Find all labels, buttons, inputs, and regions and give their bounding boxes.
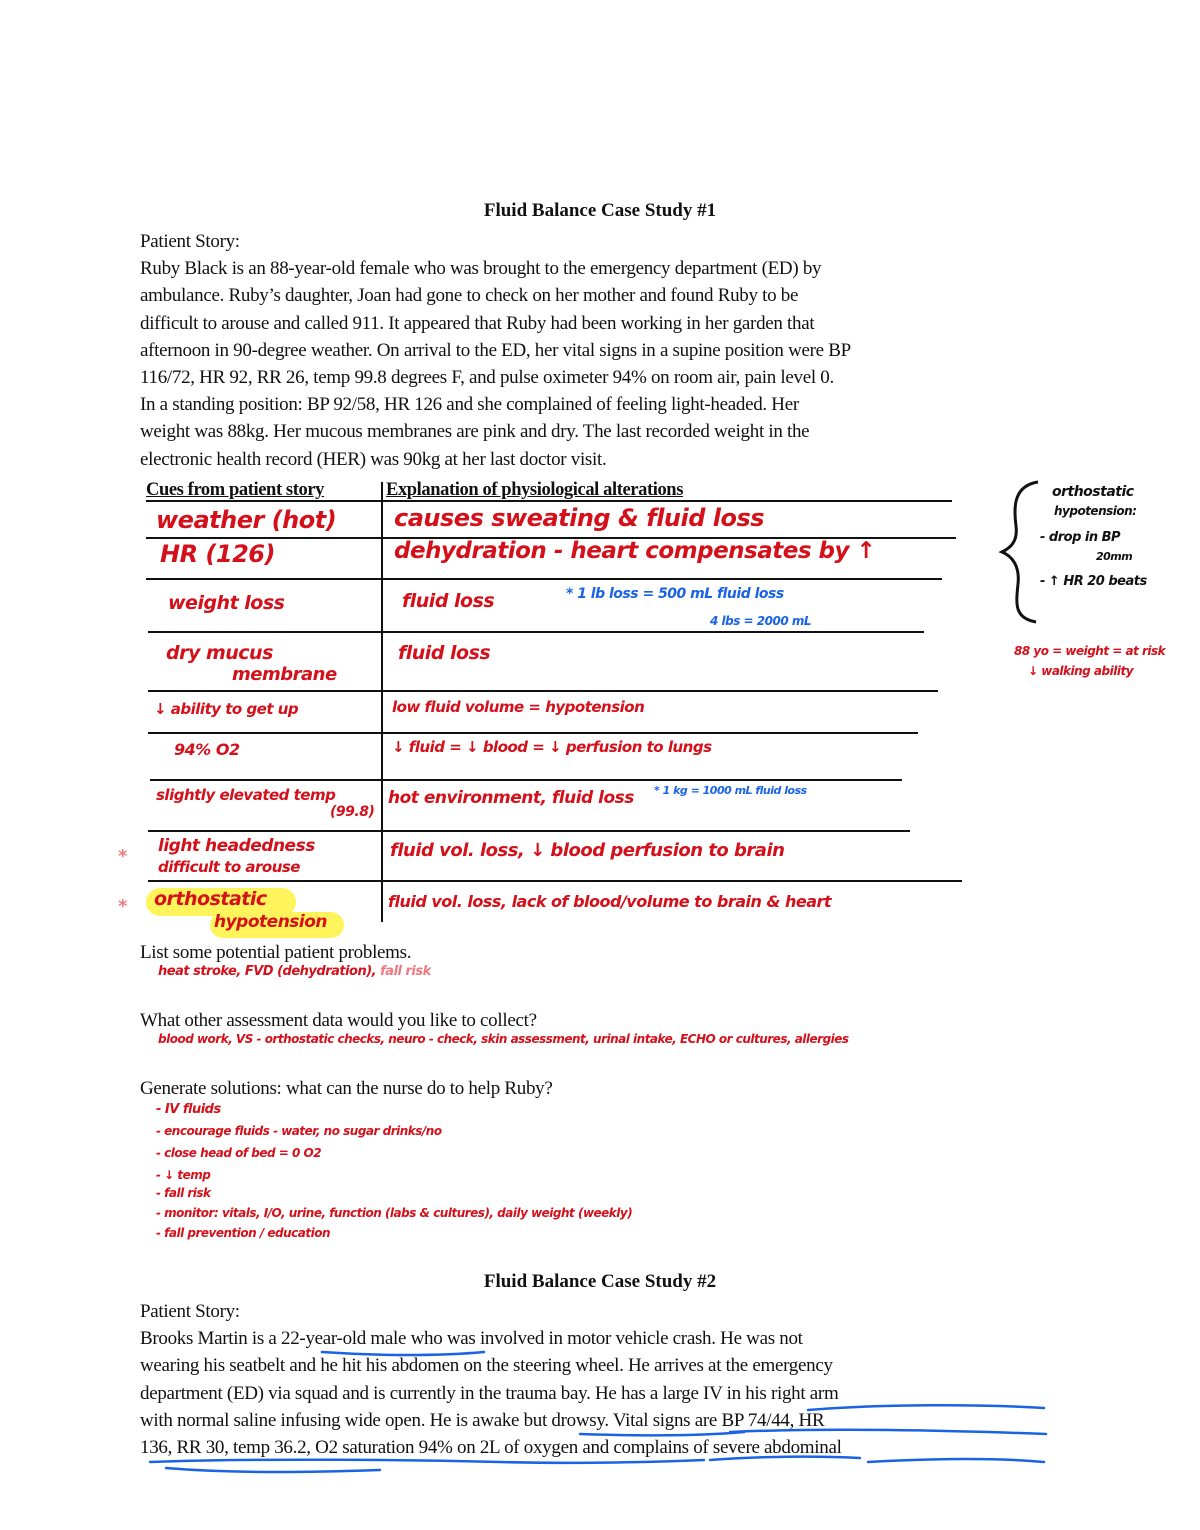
cue-cell: ↓ ability to get up — [154, 700, 299, 718]
table-column-divider — [381, 482, 383, 922]
margin-note: orthostatic — [1052, 484, 1134, 500]
question-solutions: Generate solutions: what can the nurse do to help Ruby? — [140, 1078, 553, 1099]
cue-cell: dry mucus — [166, 642, 273, 664]
answer-problems: heat stroke, FVD (dehydration), fall risk — [158, 964, 431, 979]
table-rule — [148, 631, 924, 633]
story-line: 116/72, HR 92, RR 26, temp 99.8 degrees F, and pulse oximeter 94% on room air, pain level 0. — [140, 367, 834, 389]
question-assessment: What other assessment data would you like to collect? — [140, 1010, 537, 1031]
explanation-cell: fluid vol. loss, ↓ blood perfusion to brain — [390, 840, 785, 861]
margin-note: hypotension: — [1054, 504, 1137, 518]
cue-cell: light headedness — [158, 836, 315, 856]
star-mark: * — [118, 846, 127, 867]
cue-cell: slightly elevated temp — [156, 786, 336, 804]
side-note: * 1 kg = 1000 mL fluid loss — [654, 784, 807, 797]
answer-assessment: blood work, VS - orthostatic checks, neuro - check, skin assessment, urinal intake, ECHO or cultures, allergies — [158, 1032, 849, 1046]
explanation-cell: fluid vol. loss, lack of blood/volume to brain & heart — [388, 892, 832, 911]
side-note: 4 lbs = 2000 mL — [710, 614, 812, 628]
star-mark: * — [118, 896, 127, 917]
story-label: Patient Story: — [140, 1301, 240, 1322]
explanation-cell: fluid loss — [398, 642, 491, 664]
explanation-cell: dehydration - heart compensates by ↑ — [394, 538, 876, 564]
question-problems: List some potential patient problems. — [140, 942, 412, 963]
cue-cell: 94% O2 — [174, 740, 240, 759]
margin-note: 20mm — [1096, 550, 1133, 563]
story-line: with normal saline infusing wide open. He is awake but drowsy. Vital signs are BP 74/44, HR — [140, 1409, 825, 1431]
cue-cell: HR (126) — [160, 540, 275, 568]
solution-item: - IV fluids — [156, 1102, 221, 1117]
cue-cell: membrane — [232, 664, 337, 685]
table-header-explanation: Explanation of physiological alterations — [386, 480, 683, 500]
cue-cell: (99.8) — [330, 804, 375, 820]
table-rule — [146, 500, 952, 502]
cue-cell: orthostatic — [154, 888, 267, 910]
table-rule — [148, 690, 938, 692]
story-label: Patient Story: — [140, 231, 240, 252]
margin-note: - drop in BP — [1040, 530, 1121, 545]
explanation-cell: low fluid volume = hypotension — [392, 698, 645, 716]
table-rule — [150, 779, 902, 781]
cue-cell: weather (hot) — [156, 506, 337, 534]
story-line: ambulance. Ruby’s daughter, Joan had gone to check on her mother and found Ruby to be — [140, 285, 799, 307]
solution-item: - monitor: vitals, I/O, urine, function (labs & cultures), daily weight (weekly) — [156, 1206, 633, 1220]
story-line: wearing his seatbelt and he hit his abdomen on the steering wheel. He arrives at the emergency — [140, 1355, 833, 1377]
table-header-cues: Cues from patient story — [146, 480, 325, 500]
story-line: weight was 88kg. Her mucous membranes are pink and dry. The last recorded weight in the — [140, 421, 810, 443]
table-rule — [148, 830, 910, 832]
story-line: electronic health record (HER) was 90kg at her last doctor visit. — [140, 448, 607, 470]
solution-item: - ↓ temp — [156, 1168, 211, 1182]
story-line: department (ED) via squad and is currently in the trauma bay. He has a large IV in his right arm — [140, 1382, 839, 1404]
case2-title: Fluid Balance Case Study #2 — [483, 1271, 717, 1292]
side-note: * 1 lb loss = 500 mL fluid loss — [566, 586, 784, 602]
table-rule — [146, 578, 942, 580]
case2-story — [140, 1298, 1065, 1461]
margin-note: - ↑ HR 20 beats — [1040, 574, 1147, 589]
case1-title: Fluid Balance Case Study #1 — [483, 200, 717, 221]
story-line: Ruby Black is an 88-year-old female who was brought to the emergency department (ED) by — [140, 258, 822, 280]
solution-item: - fall prevention / education — [156, 1226, 331, 1240]
story-line: afternoon in 90-degree weather. On arrival to the ED, her vital signs in a supine position were BP — [140, 339, 851, 361]
margin-note: 88 yo = weight = at risk — [1014, 644, 1166, 658]
explanation-cell: causes sweating & fluid loss — [394, 504, 765, 532]
story-line: 136, RR 30, temp 36.2, O2 saturation 94% on 2L of oxygen and complains of severe abdominal — [140, 1437, 842, 1459]
margin-note: ↓ walking ability — [1028, 664, 1134, 678]
table-rule — [148, 732, 918, 734]
story-line: Brooks Martin is a 22-year-old male who was involved in motor vehicle crash. He was not — [140, 1328, 803, 1350]
explanation-cell: ↓ fluid = ↓ blood = ↓ perfusion to lungs — [392, 738, 712, 756]
explanation-cell: fluid loss — [402, 590, 495, 612]
solution-item: - fall risk — [156, 1186, 211, 1200]
explanation-cell: hot environment, fluid loss — [388, 788, 634, 808]
story-line: difficult to arouse and called 911. It appeared that Ruby had been working in her garden that — [140, 312, 815, 334]
solution-item: - close head of bed = 0 O2 — [156, 1146, 322, 1160]
cue-cell: difficult to arouse — [158, 858, 300, 876]
solution-item: - encourage fluids - water, no sugar drinks/no — [156, 1124, 442, 1138]
case1-story — [140, 228, 1065, 473]
story-line: In a standing position: BP 92/58, HR 126 and she complained of feeling light-headed. Her — [140, 394, 799, 416]
cue-cell: hypotension — [214, 912, 328, 932]
cue-cell: weight loss — [168, 592, 285, 614]
table-rule — [148, 880, 962, 882]
